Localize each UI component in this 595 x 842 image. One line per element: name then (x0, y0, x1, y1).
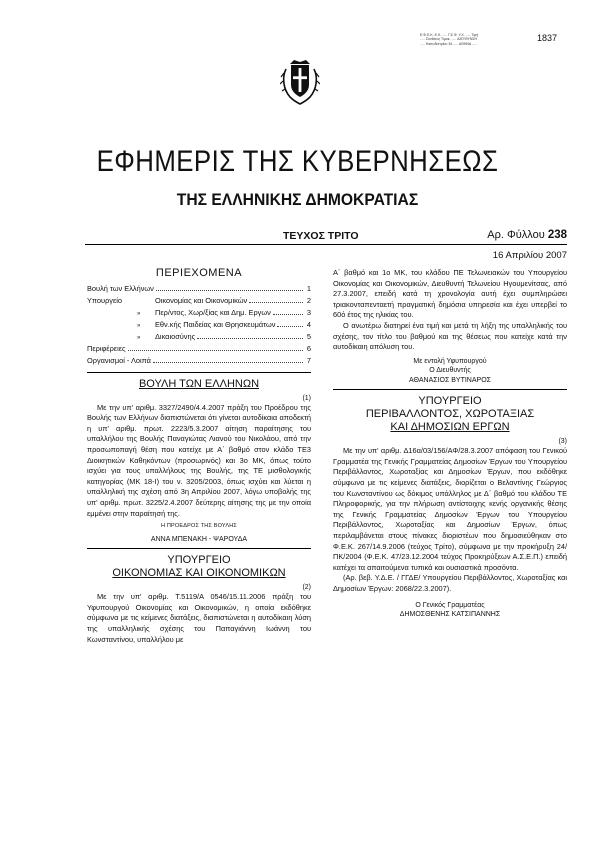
sheet-number: 238 (547, 229, 567, 241)
signature-caption: Η ΠΡΟΕΔΡΟΣ ΤΗΣ ΒΟΥΛΗΣ (160, 523, 238, 530)
contents-item-label: Περ/ντος, Χωρ/ξίας και Δημ. Εργων (155, 307, 271, 317)
contents-item (87, 356, 311, 368)
contents-item (87, 308, 311, 320)
contents-list (87, 284, 311, 368)
notice-body: Με την υπ' αριθμ. Δ16α/03/156/ΑΦ/28.3.2007 απόφαση του Γενικού Γραμματέα της Γενικής Γραμματείας Δημοσίων Έργων του Υπουργείου Περιβάλλοντος, Χωροταξίας και Δημοσίων Έργων, που εκδόθηκε σύμφωνα με τις κείμενες διατάξεις, διορίζεται ο Βελαντίνης Γεώργιος του Κωνσταντίνου ως δόκιμος υπάλληλος με Δ΄ βαθμό του κλάδου ΤΕ Πληροφορικής, για την πλήρωση αντίστοιχης κενής οργανικής θέσης της Γενικής Γραμματείας Δημοσίων Έργων του Υπουργείου Περιβάλλοντος, Χωροταξίας και Δημοσίων Έργων, όπως περιλαμβάνεται στους πίνακες διοριστέων που δημοσιεύθηκαν στο Φ.Ε.Κ. 267/14.9.2006 (τεύχος Τρίτο), σύμφωνα με την προκήρυξη 24/ΠΚ/2004 (Φ.Ε.Κ. 47/23.12.2004 τεύχος Προκηρύξεων Α.Σ.Ε.Π.) επειδή κατέχει τα απαιτούμενα τυπικά και ουσιαστικά προσόντα. (333, 446, 567, 572)
section-heading-finance (87, 554, 311, 580)
sheet-label: Αρ. Φύλλου (487, 229, 545, 241)
contents-item-page: 3 (306, 307, 311, 317)
notice-body: Με την υπ' αριθμ. 3327/2490/4.4.2007 πράξη του Προέδρου της Βουλής των Ελλήνων διαπιστώνεται ότι γίνεται αυτοδίκαια αποδεκτή η υπ' αριθμ. πρωτ. 2223/5.3.2007 αίτηση παραίτησης του υπαλλήλου της Βουλής Παναγιώτας Λιανού του Νικολάου, από την προσωποπαγή θέση που κατείχε με Α΄ βαθμό στον κλάδο ΤΕ3 Διοικητικών Καθηκόντων (προσωρινός) και 3ο ΜΚ, όπως τούτο ισχύει για τους υπαλλήλους της Βουλής, της ΤΕ μισθολογικής κατηγορίας (ΜΚ 18-Ι) του ν. 3205/2003, όπως ισχύει και λύεται η υπαλληλική της σχέση από 3η Απριλίου 2007, λόγω υποβολής της υπ' αριθμ. πρωτ. 3225/2.4.2007 δεύτερης αίτησης της με την οποία εμμένει στην παραίτησή της. (87, 402, 311, 518)
divider (87, 372, 311, 373)
sheet-number-line (487, 229, 567, 241)
header-small-print: Ε.Φ.Ε.Κ. Ε.Κ. ..... Γ.Ε.Φ. Υ.Χ. ..... Τιμή ..... Σύνθετος Τιμοκ. ..... ΔΙΕΥΘΥΝΣΗ ..... Καποδιστρίου 34 ..... ΑΘΗΝΑ ..... (420, 33, 479, 46)
contents-item-label: Οργανισμοί - Λοιπά (87, 355, 151, 365)
dot-leader (153, 361, 303, 363)
contents-item (87, 296, 311, 308)
signature-name: ΑΝΝΑ ΜΠΕΝΑΚΗ - ΨΑΡΟΥΔΑ (150, 535, 248, 543)
section-heading-line: ΥΠΟΥΡΓΕΙΟ (167, 554, 231, 567)
contents-item-page: 4 (306, 319, 311, 329)
section-heading-text: ΒΟΥΛΗ ΤΩΝ ΕΛΛΗΝΩΝ (138, 377, 260, 390)
contents-item-label: Βουλή των Ελλήνων (87, 283, 154, 293)
notice-body-continued: Α΄ βαθμό και 1ο ΜΚ, του κλάδου ΠΕ Τελωνειακών του Υπουργείου Οικονομίας και Οικονομικών, Διευθυντή Τελωνείου Ηγουμενίτσας, από 27.3.2007, επειδή κατά τη χρονολογία αυτή έχει συμπληρώσει τριακονταπενταετή πραγματική δημόσια υπηρεσία και έχει υπερβεί το 60ό έτος της ηλικίας του. (333, 268, 567, 320)
contents-item-page: 2 (306, 295, 311, 305)
contents-item (87, 320, 311, 332)
issue-label: ΤΕΥΧΟΣ ΤΡΙΤΟ (283, 230, 359, 242)
dot-leader (277, 325, 303, 327)
contents-item-prefix: Υπουργείο (87, 295, 123, 305)
right-column (333, 268, 567, 620)
contents-item (87, 344, 311, 356)
notice-number: (1) (302, 394, 311, 402)
notice-number: (3) (558, 438, 567, 446)
header-divider (85, 244, 567, 245)
dot-leader (128, 349, 303, 351)
section-heading-parliament (87, 378, 311, 391)
contents-ditto-mark: » (137, 322, 141, 329)
gazette-title: ΕΦΗΜΕΡΙΣ ΤΗΣ ΚΥΒΕΡΝΗΣΕΩΣ (96, 145, 499, 178)
dot-leader (156, 289, 303, 291)
contents-item-label: Δικαιοσύνης (155, 331, 196, 341)
contents-item-label: Περιφέρειες (87, 343, 126, 353)
contents-item-page: 7 (306, 355, 311, 365)
divider (333, 389, 567, 390)
section-heading-line: ΥΠΟΥΡΓΕΙΟ (418, 395, 482, 408)
signature-name: ΑΘΑΝΑΣΙΟΣ ΒΥΤΙΝΑΡΟΣ (409, 376, 491, 384)
section-heading-line: ΠΕΡΙΒΑΛΛΟΝΤΟΣ, ΧΩΡΟΤΑΞΙΑΣ (365, 408, 535, 421)
notice-reference: (Αρ. βεβ. Υ.Δ.Ε. / ΓΓΔΕ/ Υπουργείου Περιβάλλοντος, Χωροταξίας και Δημοσίων Έργων: 2068/22.3.2007). (333, 573, 567, 593)
greek-coat-of-arms-icon (280, 55, 320, 105)
notice-body: Ο ανωτέρω διατηρεί ένα τιμή και μετά τη λήξη της υπαλληλικής του σχέσης, τον τίτλο του βαθμού και της θέσεως που κατείχε κατά την αυτοδίκαιη απόλυση του. (333, 320, 567, 352)
signature-name: ΔΗΜΟΣΘΕΝΗΣ ΚΑΤΣΙΠΑΝΝΗΣ (399, 611, 501, 619)
notice-number: (2) (302, 584, 311, 592)
contents-item-page: 1 (306, 283, 311, 293)
contents-item-page: 5 (306, 331, 311, 341)
notice-body: Με την υπ' αριθμ. Τ.5119/Α 0546/15.11.2006 πράξη του Υφυπουργού Οικονομίας και Οικονομικών, η οποία εκδόθηκε σύμφωνα με τις κείμενες διατάξεις, διαπιστώνεται η αυτοδίκαιη λύση της υπαλληλικής σχέσης του Παπαγιάννη Ιωάννη του Κωνσταντίνου, υπαλλήλου με (87, 592, 311, 644)
signature-by: Με εντολή Υφυπουργού (413, 357, 487, 365)
section-heading-line: ΟΙΚΟΝΟΜΙΑΣ ΚΑΙ ΟΙΚΟΝΟΜΙΚΩΝ (112, 567, 286, 580)
divider (87, 548, 311, 549)
contents-item-label: Εθν.κής Παιδείας και Θρησκευμάτων (155, 319, 276, 329)
signature-role: Ο Γενικός Γραμματέας (415, 601, 485, 609)
section-heading-line: ΚΑΙ ΔΗΜΟΣΙΩΝ ΕΡΓΩΝ (390, 421, 510, 434)
section-heading-environment (333, 395, 567, 434)
dot-leader (197, 337, 303, 339)
page-number: 1837 (537, 33, 558, 43)
contents-item (87, 332, 311, 344)
contents-title: ΠΕΡΙΕΧΟΜΕΝΑ (155, 267, 243, 279)
contents-ditto-mark: » (137, 334, 141, 341)
contents-item-label: Οικονομίας και Οικονομικών (155, 295, 248, 305)
dot-leader (249, 301, 303, 303)
gazette-subtitle: ΤΗΣ ΕΛΛΗΝΙΚΗΣ ΔΗΜΟΚΡΑΤΙΑΣ (176, 190, 419, 209)
issue-date: 16 Απριλίου 2007 (492, 250, 567, 261)
signature-role: Ο Διευθυντής (429, 367, 471, 375)
contents-item (87, 284, 311, 296)
contents-item-page: 6 (306, 343, 311, 353)
contents-ditto-mark: » (137, 310, 141, 317)
left-column (87, 268, 311, 645)
dot-leader (273, 313, 303, 315)
